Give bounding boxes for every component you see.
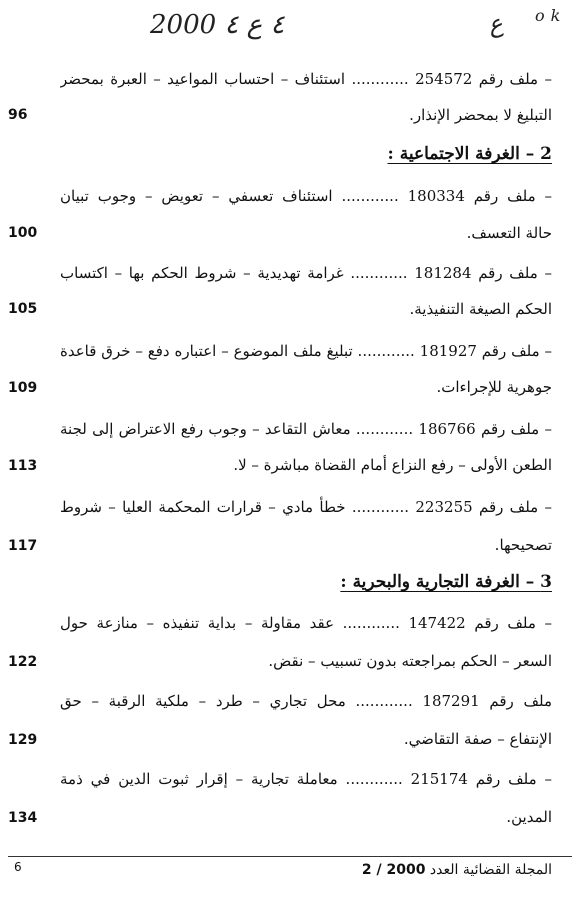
footer-journal-name: المجلة القضائية العدد bbox=[429, 862, 552, 878]
entry-line: تصحيحها. bbox=[494, 536, 552, 554]
handwritten-initials: ع bbox=[485, 8, 506, 40]
entry-line: – ملف رقم 181927 ............ تبليغ ملف الموضوع – اعتباره دفع – خرق قاعدة bbox=[60, 342, 552, 360]
page-number: 113 bbox=[8, 458, 38, 474]
entry-line: الإنتفاع – صفة التقاضي. bbox=[403, 730, 552, 748]
entry-line: – ملف رقم 147422 ............ عقد مقاولة – بداية تنفيذه – منازعة حول bbox=[60, 614, 552, 632]
page-number: 105 bbox=[8, 301, 38, 317]
entry-line: حالة التعسف. bbox=[466, 224, 552, 242]
entry-line: – ملف رقم 254572 ............ استئناف – احتساب المواعيد – العبرة بمحضر bbox=[60, 70, 552, 88]
section-heading: 3 – الغرفة التجارية والبحرية : bbox=[340, 572, 552, 592]
page-number: 96 bbox=[8, 107, 28, 123]
entry-line: – ملف رقم 223255 ............ خطأ مادي – قرارات المحكمة العليا – شروط bbox=[60, 498, 552, 516]
footer-issue: 2 / 2000 bbox=[361, 862, 426, 878]
page-number: 117 bbox=[8, 538, 38, 554]
page-number: 129 bbox=[8, 732, 38, 748]
page-number: 100 bbox=[8, 225, 38, 241]
handwritten-date: ٤ ع ٤ 2000 bbox=[150, 10, 285, 40]
entry-line: – ملف رقم 215174 ............ معاملة تجارية – إقرار ثبوت الدين في ذمة bbox=[60, 770, 552, 788]
entry-line: – ملف رقم 186766 ............ معاش التقاعد – وجوب رفع الاعتراض إلى لجنة bbox=[60, 420, 552, 438]
entry-line: السعر – الحكم بمراجعته بدون تسبيب – نقض. bbox=[268, 652, 552, 670]
entry-line: الحكم الصيغة التنفيذية. bbox=[409, 300, 552, 318]
entry-line: الطعن الأولى – رفع النزاع أمام القضاة مباشرة – لا. bbox=[233, 456, 552, 474]
entry-line: – ملف رقم 180334 ............ استئناف تعسفي – تعويض – وجوب تبيان bbox=[60, 187, 552, 205]
footer-page-number: 6 bbox=[14, 860, 22, 874]
page-number: 134 bbox=[8, 810, 38, 826]
entry-line: التبليغ لا بمحضر الإنذار. bbox=[409, 106, 552, 124]
entry-line: – ملف رقم 181284 ............ غرامة تهديدية – شروط الحكم بها – اكتساب bbox=[60, 264, 552, 282]
footer-journal-title bbox=[362, 862, 552, 878]
page-number: 122 bbox=[8, 654, 38, 670]
page-number: 109 bbox=[8, 380, 38, 396]
entry-line: المدين. bbox=[506, 808, 552, 826]
entry-line: ملف رقم 187291 ............ محل تجاري – طرد – ملكية الرقبة – حق bbox=[60, 692, 552, 710]
section-heading: 2 – الغرفة الاجتماعية : bbox=[387, 144, 552, 164]
entry-line: جوهرية للإجراءات. bbox=[436, 378, 552, 396]
handwritten-mark: ok bbox=[535, 6, 567, 25]
footer-divider bbox=[8, 856, 572, 857]
